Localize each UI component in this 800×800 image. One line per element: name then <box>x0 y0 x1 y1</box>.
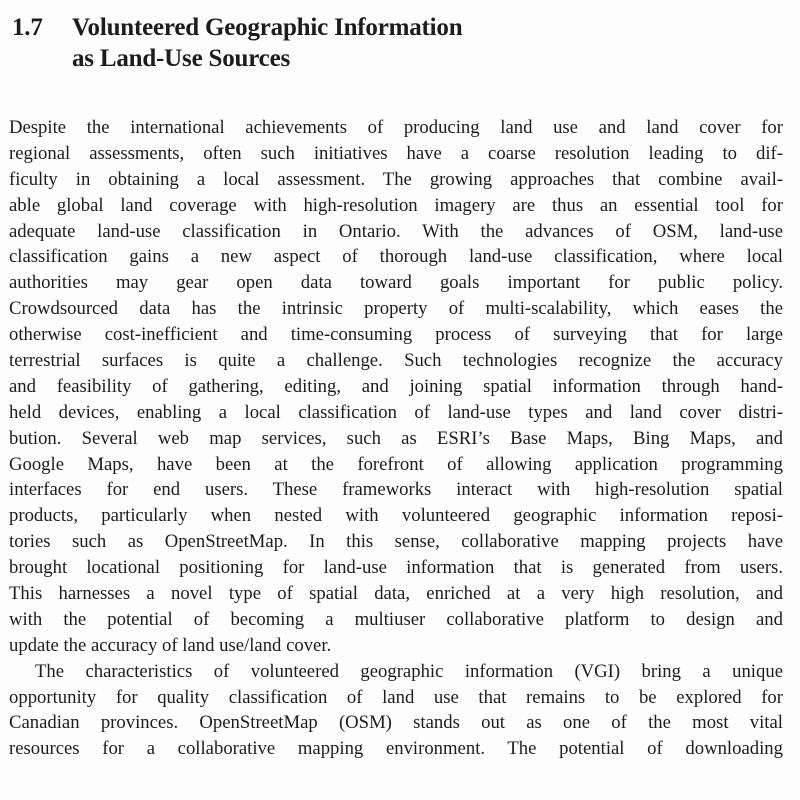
text-line: authorities may gear open data toward goals important for public policy. <box>9 272 783 294</box>
paragraph-2 <box>9 659 783 763</box>
text-line: and feasibility of gathering, editing, and joining spatial information through hand- <box>9 375 783 397</box>
text-line: bution. Several web map services, such as ESRI’s Base Maps, Bing Maps, and <box>9 427 783 449</box>
text-line: adequate land-use classification in Ontario. With the advances of OSM, land-use <box>9 220 783 242</box>
section-title-line-1: Volunteered Geographic Information <box>72 14 463 41</box>
text-line: tories such as OpenStreetMap. In this sense, collaborative mapping projects have <box>9 531 783 553</box>
text-line: products, particularly when nested with volunteered geographic information reposi- <box>9 505 783 527</box>
text-line: Crowdsourced data has the intrinsic property of multi-scalability, which eases the <box>9 298 783 320</box>
text-line: brought locational positioning for land-use information that is generated from users. <box>9 557 783 579</box>
text-line: Google Maps, have been at the forefront of allowing application programming <box>9 453 783 475</box>
text-line: This harnesses a novel type of spatial data, enriched at a very high resolution, and <box>9 583 783 605</box>
text-line: classification gains a new aspect of thorough land-use classification, where local <box>9 246 783 268</box>
text-line: terrestrial surfaces is quite a challenge. Such technologies recognize the accuracy <box>9 350 783 372</box>
text-line: able global land coverage with high-resolution imagery are thus an essential tool for <box>9 194 783 216</box>
body-text <box>9 115 783 762</box>
section-number: 1.7 <box>12 14 43 41</box>
text-line: resources for a collaborative mapping environment. The potential of downloading <box>9 738 783 760</box>
text-line: otherwise cost-inefficient and time-consuming process of surveying that for large <box>9 324 783 346</box>
text-line: regional assessments, often such initiatives have a coarse resolution leading to dif- <box>9 142 783 164</box>
text-line: The characteristics of volunteered geographic information (VGI) bring a unique <box>35 660 783 682</box>
text-line: opportunity for quality classification of land use that remains to be explored for <box>9 686 783 708</box>
paragraph-1 <box>9 115 783 659</box>
section-heading <box>12 12 462 74</box>
text-line: Despite the international achievements of producing land use and land cover for <box>9 117 783 138</box>
text-line: update the accuracy of land use/land cover. <box>9 634 332 656</box>
text-line: Canadian provinces. OpenStreetMap (OSM) stands out as one of the most vital <box>9 712 783 734</box>
section-title-line-2: as Land-Use Sources <box>72 45 290 72</box>
text-line: ficulty in obtaining a local assessment. The growing approaches that combine avail- <box>9 168 783 190</box>
text-line: interfaces for end users. These frameworks interact with high-resolution spatial <box>9 479 783 501</box>
text-line: with the potential of becoming a multiuser collaborative platform to design and <box>9 608 783 630</box>
text-line: held devices, enabling a local classification of land-use types and land cover distri- <box>9 401 783 423</box>
